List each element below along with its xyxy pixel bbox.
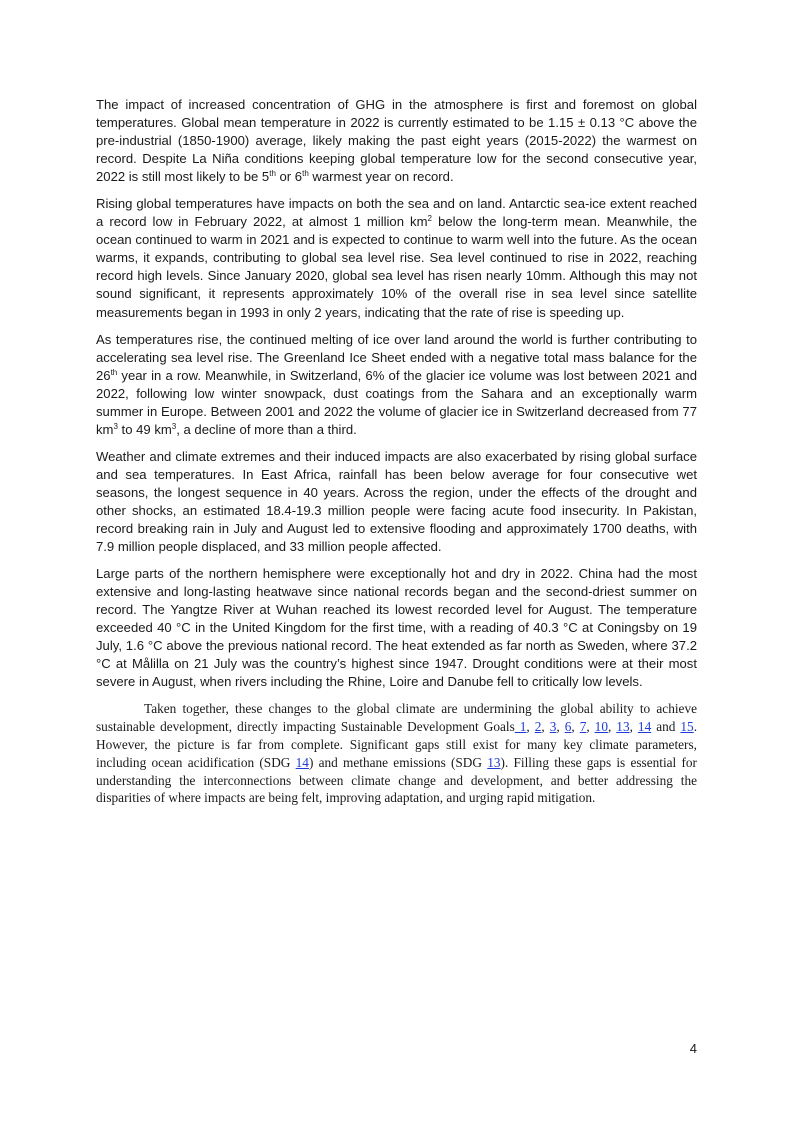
separator: ,: [607, 719, 617, 735]
text-run: to 49 km: [117, 421, 172, 437]
paragraph-sea-and-land: [96, 195, 697, 321]
superscript: 2: [427, 214, 432, 224]
sdg-link-14-acidification[interactable]: 14: [295, 754, 309, 770]
text-run: warmest year on record.: [308, 169, 454, 185]
separator: ,: [586, 719, 595, 735]
separator: ,: [541, 719, 550, 735]
superscript: th: [269, 169, 276, 179]
text-run: , a decline of more than a third.: [176, 421, 357, 437]
text-run: . However, the picture is far from complete. Significant gaps still exist for many key climate parameters, including ocean acidification (SDG: [96, 719, 698, 770]
separator: ,: [571, 719, 580, 735]
text-run: Rising global temperatures have impacts on both the sea and on land. Antarctic sea-ice extent reached a record low in February 2022, at almost 1 million km: [96, 196, 697, 230]
separator: and: [651, 719, 681, 735]
paragraph-global-temperatures: [96, 96, 697, 186]
sdg-link-1[interactable]: 1: [514, 719, 527, 735]
superscript: 3: [113, 421, 118, 431]
page-body: [96, 96, 697, 816]
superscript: 3: [171, 421, 177, 431]
paragraph-ice-melting: [96, 331, 697, 439]
text-run: As temperatures rise, the continued melting of ice over land around the world is further contributing to accelerating sea level rise. The Greenland Ice Sheet ended with a negative total mass balance for the 26: [96, 331, 697, 383]
separator: ,: [629, 719, 638, 735]
text-run: ) and methane emissions (SDG: [308, 754, 488, 770]
text-run: below the long-term mean. Meanwhile, the ocean continued to warm in 2021 and is expected to continue to warm well into the future. As the ocean warms, it expands, contributing to global sea level rise. Sea level continued to rise in 2022, reaching record high levels. Since January 2020, global sea level has risen nearly 10mm. Although this may not sound significant, it represents approximately 10% of the overall rise in sea level since satellite measurements began in 1993 in only 2 years, indicating that the rate of rise is speeding up.: [96, 214, 697, 320]
text-run: ). Filling these gaps is essential for understanding the interconnections between climate change and development, and better addressing the disparities of where impacts are being felt, improving adaptation, and urging rapid mitigation.: [96, 754, 697, 806]
page-number: 4: [689, 1041, 697, 1056]
separator: ,: [526, 719, 535, 735]
sdg-link-13-methane[interactable]: 13: [487, 754, 501, 770]
paragraph-northern-hemisphere: Large parts of the northern hemisphere were exceptionally hot and dry in 2022. China had the most extensive and long-lasting heatwave since national records began and the second-driest summer on record. The Yangtze River at Wuhan reached its lowest recorded level for August. The temperature exceeded 40 °C in the United Kingdom for the first time, with a reading of 40.3 °C at Coningsby on 19 July, 1.6 °C above the previous national record. The heat extended as far north as Sweden, where 37.2 °C at Målilla on 21 July was the country’s highest since 1947. Drought conditions were at their most severe in August, when rivers including the Rhine, Loire and Danube fell to critically low levels.: [96, 566, 697, 690]
superscript: th: [302, 169, 309, 179]
separator: ,: [556, 719, 565, 735]
paragraph-extremes: Weather and climate extremes and their induced impacts are also exacerbated by rising global surface and sea temperatures. In East Africa, rainfall has been below average for four consecutive wet seasons, the longest sequence in 40 years. Across the region, under the effects of the drought and other shocks, an estimated 18.4-19.3 million people were facing acute food insecurity. In Pakistan, record breaking rain in July and August led to extensive flooding and approximately 1700 deaths, with 7.9 million people displaced, and 33 million people affected.: [96, 448, 697, 555]
sdg-link-2[interactable]: 2: [534, 719, 542, 735]
sdg-link-15[interactable]: 15: [680, 719, 694, 735]
superscript: th: [110, 367, 118, 377]
text-run: or 6: [275, 169, 303, 185]
sdg-link-13[interactable]: 13: [616, 719, 630, 735]
text-run: year in a row. Meanwhile, in Switzerland, 6% of the glacier ice volume was lost between 2021 and 2022, following low winter snowpack, dust coatings from the Sahara and an exceptionally warm summer in Europe. Between 2001 and 2022 the volume of glacier ice in Switzerland decreased from 77 km: [96, 367, 697, 437]
text-run: The impact of increased concentration of GHG in the atmosphere is first and foremost on global temperatures. Global mean temperature in 2022 is currently estimated to be 1.15 ± 0.13 °C above the pre-industrial (1850-1900) average, likely making the past eight years (2015-2022) the warmest on record. Despite La Niña conditions keeping global temperature low for the second consecutive year, 2022 is still most likely to be 5: [96, 97, 697, 185]
paragraph-sdg-summary: [96, 700, 697, 807]
sdg-link-7[interactable]: 7: [579, 719, 587, 735]
sdg-link-10[interactable]: 10: [594, 719, 608, 735]
sdg-link-3[interactable]: 3: [549, 719, 557, 735]
sdg-link-6[interactable]: 6: [564, 719, 572, 735]
text-run: Taken together, these changes to the global climate are undermining the global ability to achieve sustainable development, directly impacting Sustainable Development Goals: [96, 701, 697, 735]
sdg-link-14[interactable]: 14: [637, 719, 652, 735]
